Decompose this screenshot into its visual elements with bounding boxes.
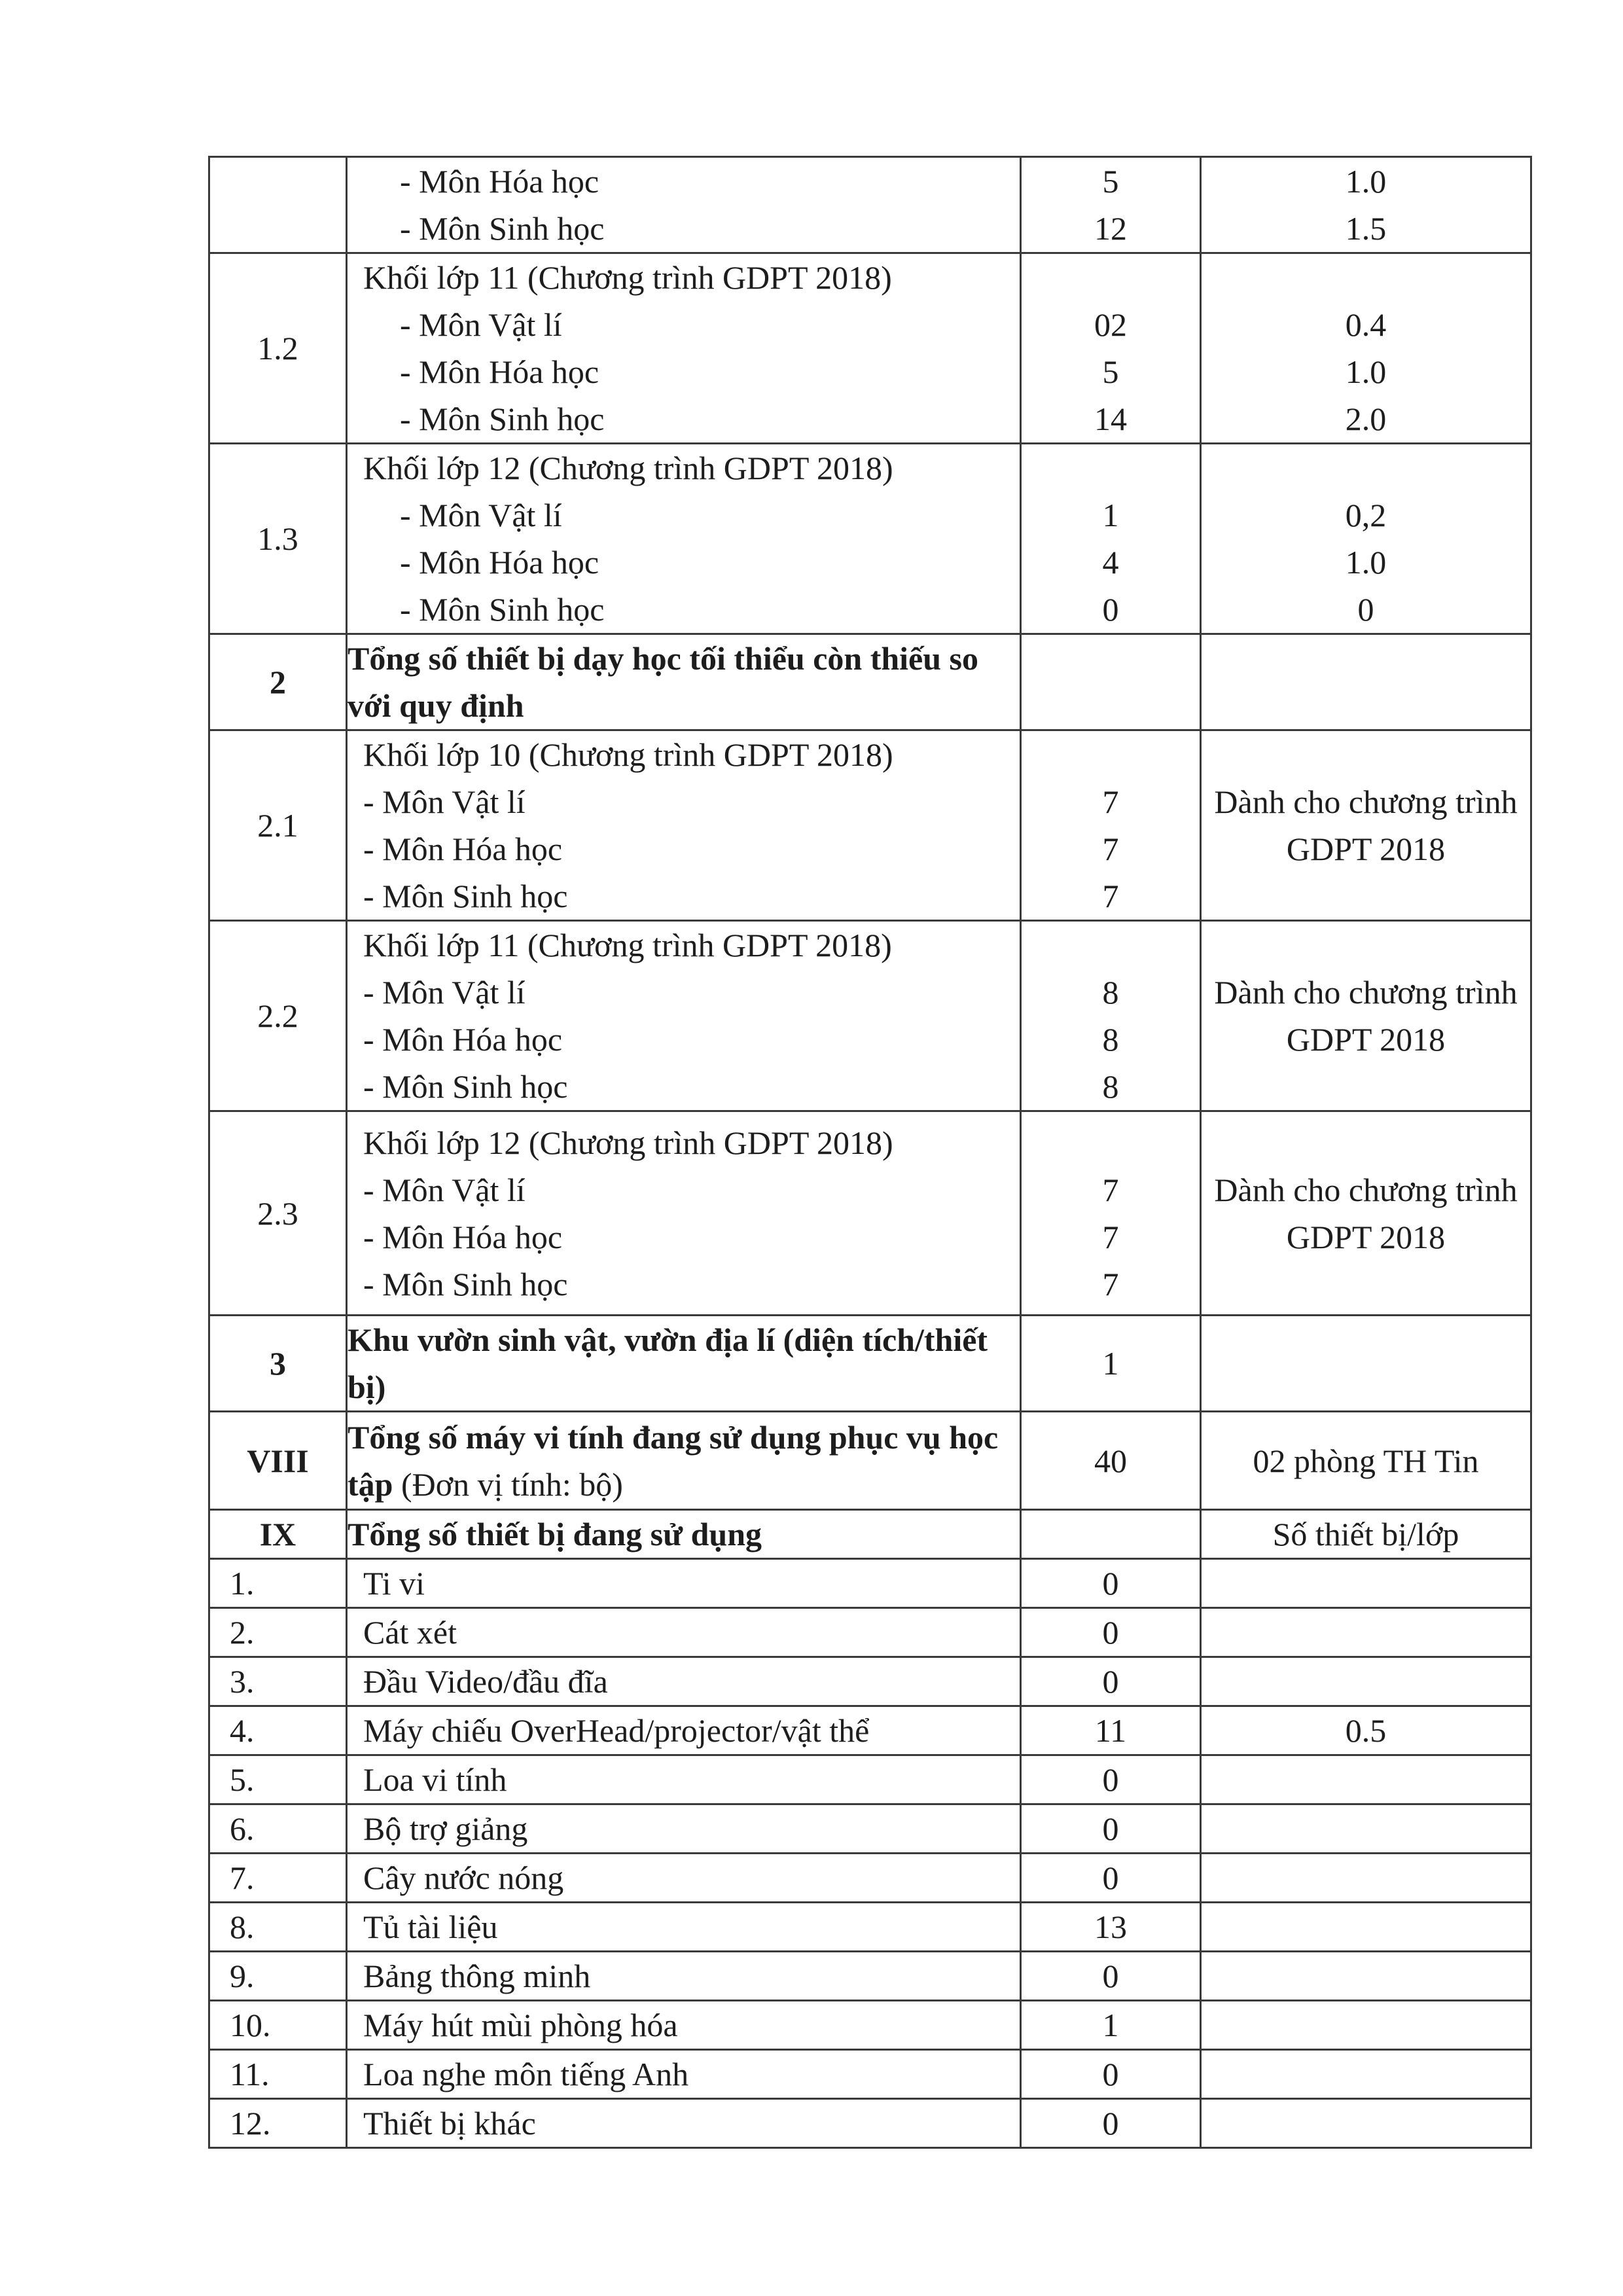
equipment-row <box>209 1657 1531 1706</box>
equipment-row <box>209 1755 1531 1804</box>
row-description <box>347 730 1021 921</box>
row-note <box>1201 634 1531 730</box>
subject-label: - Môn Hóa học <box>363 1021 563 1058</box>
equipment-name: Loa vi tính <box>347 1755 1021 1804</box>
equipment-row <box>209 1608 1531 1657</box>
equipment-name: Bảng thông minh <box>347 1952 1021 2001</box>
equipment-number: 2. <box>209 1608 347 1657</box>
equipment-number: 9. <box>209 1952 347 2001</box>
equipment-count: 0 <box>1021 1657 1201 1706</box>
equipment-number: 6. <box>209 1804 347 1854</box>
ratio-value: 1.0 <box>1345 353 1387 390</box>
equipment-number: 3. <box>209 1657 347 1706</box>
subject-label: - Môn Hóa học <box>400 163 599 200</box>
ratio-value: 1.5 <box>1345 210 1387 247</box>
subject-label: - Môn Sinh học <box>400 401 605 437</box>
row-number: 2.1 <box>209 730 347 921</box>
equipment-per-class <box>1201 1804 1531 1854</box>
row-number: 2.2 <box>209 921 347 1111</box>
quantity-value: 8 <box>1102 1068 1119 1105</box>
equipment-per-class <box>1201 2050 1531 2099</box>
table-row <box>209 634 1531 730</box>
row-number: VIII <box>209 1412 347 1510</box>
row-quantity <box>1021 921 1201 1111</box>
row-quantity <box>1021 253 1201 444</box>
equipment-name: Máy chiếu OverHead/projector/vật thể <box>347 1706 1021 1755</box>
equipment-number: 8. <box>209 1903 347 1952</box>
subject-label: - Môn Hóa học <box>363 831 563 867</box>
equipment-name: Tủ tài liệu <box>347 1903 1021 1952</box>
section-heading: Tổng số thiết bị dạy học tối thiểu còn thiếu so với quy định <box>347 634 1021 730</box>
row-note: Dành cho chương trình GDPT 2018 <box>1201 921 1531 1111</box>
ratio-value: 0 <box>1357 591 1374 628</box>
quantity-value: 5 <box>1102 353 1119 390</box>
row-quantity <box>1021 1111 1201 1316</box>
subject-label: - Môn Hóa học <box>400 544 599 581</box>
ratio-value: 0,2 <box>1345 497 1387 533</box>
row-note: Dành cho chương trình GDPT 2018 <box>1201 730 1531 921</box>
equipment-per-class <box>1201 1952 1531 2001</box>
section-heading: Tổng số thiết bị đang sử dụng <box>347 1510 1021 1559</box>
row-note: Số thiết bị/lớp <box>1201 1510 1531 1559</box>
equipment-name: Cát xét <box>347 1608 1021 1657</box>
table-row <box>209 730 1531 921</box>
subject-label: - Môn Vật lí <box>363 783 526 820</box>
equipment-row <box>209 1559 1531 1608</box>
row-quantity <box>1021 157 1201 253</box>
equipment-name: Bộ trợ giảng <box>347 1804 1021 1854</box>
subject-label: - Môn Sinh học <box>400 591 605 628</box>
ratio-value: 0.4 <box>1345 306 1387 343</box>
equipment-row <box>209 2001 1531 2050</box>
equipment-count: 0 <box>1021 2050 1201 2099</box>
row-quantity <box>1021 444 1201 634</box>
row-quantity: 1 <box>1021 1316 1201 1412</box>
quantity-value: 4 <box>1102 544 1119 581</box>
row-description <box>347 444 1021 634</box>
subject-label: - Môn Sinh học <box>363 878 568 914</box>
equipment-per-class <box>1201 2001 1531 2050</box>
row-quantity <box>1021 634 1201 730</box>
equipment-per-class <box>1201 1608 1531 1657</box>
equipment-number: 1. <box>209 1559 347 1608</box>
equipment-count: 11 <box>1021 1706 1201 1755</box>
row-ratio <box>1201 253 1531 444</box>
grade-heading: Khối lớp 11 (Chương trình GDPT 2018) <box>363 927 892 963</box>
table-row <box>209 1111 1531 1316</box>
equipment-number: 4. <box>209 1706 347 1755</box>
subject-label: - Môn Vật lí <box>400 497 562 533</box>
quantity-value: 8 <box>1102 1021 1119 1058</box>
equipment-row <box>209 1706 1531 1755</box>
quantity-value: 5 <box>1102 163 1119 200</box>
subject-label: - Môn Hóa học <box>400 353 599 390</box>
unit-label: (Đơn vị tính: bộ) <box>401 1465 623 1503</box>
grade-heading: Khối lớp 10 (Chương trình GDPT 2018) <box>363 736 893 773</box>
equipment-row <box>209 1903 1531 1952</box>
table-row <box>209 253 1531 444</box>
equipment-per-class <box>1201 2099 1531 2148</box>
row-number: IX <box>209 1510 347 1559</box>
table-row <box>209 157 1531 253</box>
equipment-number: 11. <box>209 2050 347 2099</box>
equipment-count: 0 <box>1021 1608 1201 1657</box>
equipment-row <box>209 2050 1531 2099</box>
equipment-per-class: 0.5 <box>1201 1706 1531 1755</box>
subject-label: - Môn Hóa học <box>363 1218 563 1255</box>
table-row <box>209 444 1531 634</box>
table-row <box>209 921 1531 1111</box>
quantity-value: 12 <box>1094 210 1127 247</box>
section-label: Tổng số máy vi tính đang sử dụng phục vụ học tập <box>348 1418 999 1503</box>
equipment-count: 0 <box>1021 2099 1201 2148</box>
equipment-per-class <box>1201 1854 1531 1903</box>
row-number: 2.3 <box>209 1111 347 1316</box>
section-heading: Khu vườn sinh vật, vườn địa lí (diện tích/thiết bị) <box>347 1316 1021 1412</box>
row-description <box>347 253 1021 444</box>
row-quantity: 40 <box>1021 1412 1201 1510</box>
subject-label: - Môn Vật lí <box>400 306 562 343</box>
equipment-name: Máy hút mùi phòng hóa <box>347 2001 1021 2050</box>
quantity-value: 7 <box>1102 783 1119 820</box>
row-ratio <box>1201 157 1531 253</box>
table-row <box>209 1510 1531 1559</box>
grade-heading: Khối lớp 12 (Chương trình GDPT 2018) <box>363 450 893 486</box>
ratio-value: 2.0 <box>1345 401 1387 437</box>
equipment-row <box>209 1804 1531 1854</box>
subject-label: - Môn Sinh học <box>400 210 605 247</box>
equipment-number: 10. <box>209 2001 347 2050</box>
quantity-value: 14 <box>1094 401 1127 437</box>
quantity-value: 0 <box>1102 591 1119 628</box>
equipment-count: 0 <box>1021 1854 1201 1903</box>
row-ratio <box>1201 444 1531 634</box>
row-number: 1.3 <box>209 444 347 634</box>
row-number <box>209 157 347 253</box>
subject-label: - Môn Vật lí <box>363 1171 526 1208</box>
equipment-per-class <box>1201 1559 1531 1608</box>
equipment-count: 0 <box>1021 1559 1201 1608</box>
equipment-name: Ti vi <box>347 1559 1021 1608</box>
subject-label: - Môn Sinh học <box>363 1265 568 1302</box>
row-quantity <box>1021 1510 1201 1559</box>
quantity-value: 7 <box>1102 1265 1119 1302</box>
equipment-number: 5. <box>209 1755 347 1804</box>
quantity-value: 02 <box>1094 306 1127 343</box>
row-number: 1.2 <box>209 253 347 444</box>
equipment-name: Cây nước nóng <box>347 1854 1021 1903</box>
equipment-row <box>209 2099 1531 2148</box>
grade-heading: Khối lớp 11 (Chương trình GDPT 2018) <box>363 259 892 296</box>
equipment-count: 13 <box>1021 1903 1201 1952</box>
equipment-per-class <box>1201 1903 1531 1952</box>
section-heading <box>347 1412 1021 1510</box>
ratio-value: 1.0 <box>1345 163 1387 200</box>
equipment-per-class <box>1201 1657 1531 1706</box>
equipment-row <box>209 1854 1531 1903</box>
quantity-value: 7 <box>1102 1218 1119 1255</box>
equipment-name: Đầu Video/đầu đĩa <box>347 1657 1021 1706</box>
equipment-number: 12. <box>209 2099 347 2148</box>
equipment-count: 0 <box>1021 1804 1201 1854</box>
row-quantity <box>1021 730 1201 921</box>
equipment-name: Loa nghe môn tiếng Anh <box>347 2050 1021 2099</box>
equipment-per-class <box>1201 1755 1531 1804</box>
table-row <box>209 1412 1531 1510</box>
equipment-name: Thiết bị khác <box>347 2099 1021 2148</box>
quantity-value: 1 <box>1102 497 1119 533</box>
equipment-count: 0 <box>1021 1755 1201 1804</box>
equipment-count: 0 <box>1021 1952 1201 2001</box>
table-row <box>209 1316 1531 1412</box>
quantity-value: 7 <box>1102 1171 1119 1208</box>
quantity-value: 8 <box>1102 974 1119 1011</box>
row-number: 3 <box>209 1316 347 1412</box>
facilities-table <box>208 156 1532 2149</box>
equipment-number: 7. <box>209 1854 347 1903</box>
row-description <box>347 157 1021 253</box>
quantity-value: 7 <box>1102 878 1119 914</box>
row-description <box>347 921 1021 1111</box>
quantity-value: 7 <box>1102 831 1119 867</box>
grade-heading: Khối lớp 12 (Chương trình GDPT 2018) <box>363 1124 893 1161</box>
row-description <box>347 1111 1021 1316</box>
row-number: 2 <box>209 634 347 730</box>
ratio-value: 1.0 <box>1345 544 1387 581</box>
equipment-row <box>209 1952 1531 2001</box>
subject-label: - Môn Vật lí <box>363 974 526 1011</box>
row-note: Dành cho chương trình GDPT 2018 <box>1201 1111 1531 1316</box>
subject-label: - Môn Sinh học <box>363 1068 568 1105</box>
row-note: 02 phòng TH Tin <box>1201 1412 1531 1510</box>
equipment-count: 1 <box>1021 2001 1201 2050</box>
row-note <box>1201 1316 1531 1412</box>
